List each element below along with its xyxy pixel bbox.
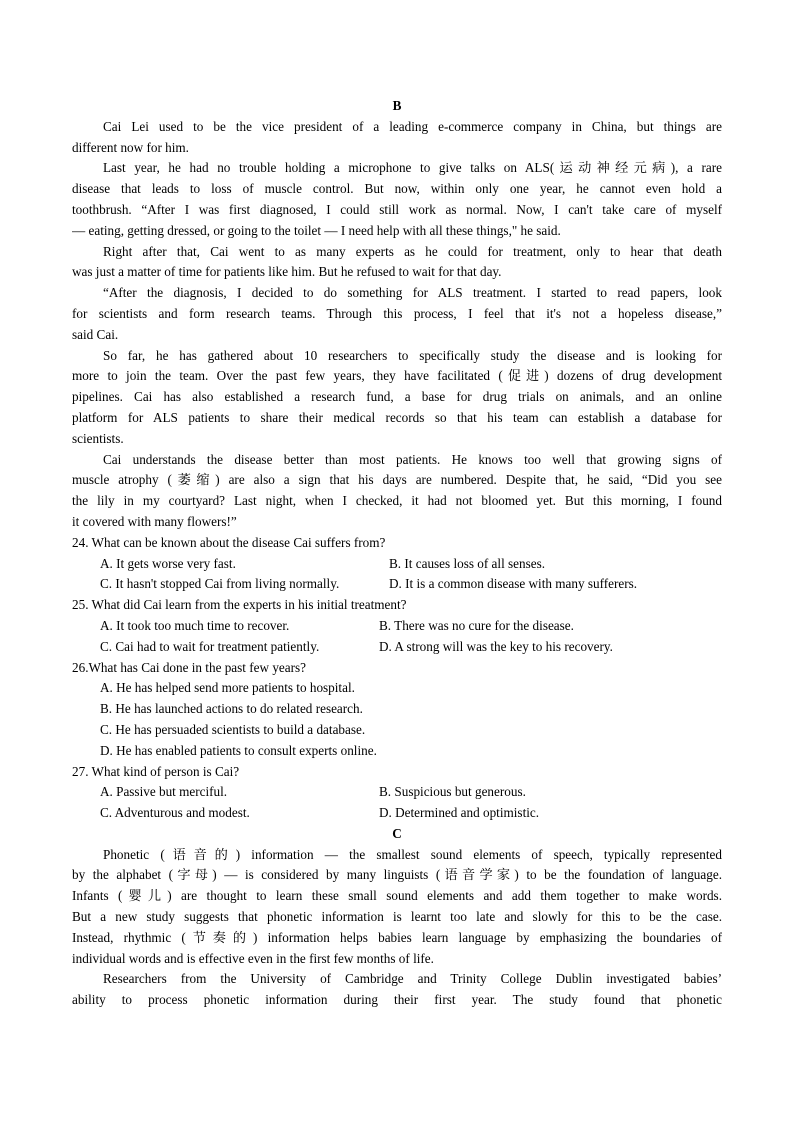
passage-line: was just a matter of time for patients like him. But he refused to wait for that day. [72, 264, 502, 280]
option-d: D. Determined and optimistic. [379, 805, 540, 821]
passage-line: scientists. [72, 430, 124, 446]
passage-line: individual words and is effective even in the first few months of life. [72, 950, 434, 966]
passage-line: muscle atrophy (萎缩) are also a sign that his days are numbered. Despite that, he said, “Did you see [72, 472, 722, 488]
option-d: D. It is a common disease with many sufferers. [389, 576, 638, 592]
passage-line: Instead, rhythmic (节奏的) information helps babies learn language by emphasizing the boundaries of [72, 929, 722, 945]
option-row [72, 574, 722, 595]
option-d: D. A strong will was the key to his recovery. [379, 638, 613, 654]
question-stem: 27. What kind of person is Cai? [72, 763, 240, 779]
exam-page [72, 96, 722, 1011]
passage-line: by the alphabet (字母) — is considered by many linguists (语音学家) to be the foundation of language. [72, 867, 722, 883]
passage-line: the lily in my courtyard? Last night, when I checked, it had not bloomed yet. But this morning, I found [72, 493, 722, 509]
passage-line: Cai Lei used to be the vice president of a leading e-commerce company in China, but things are [103, 118, 722, 134]
passage-line: it covered with many flowers!” [72, 513, 237, 529]
question-stem: 25. What did Cai learn from the experts in his initial treatment? [72, 597, 407, 613]
passage-line: pipelines. Cai has also established a research fund, a base for drug trials on animals, and an online [72, 389, 722, 405]
section-c-heading: C [392, 825, 402, 841]
passage-line: Phonetic (语音的) information — the smallest sound elements of speech, typically represented [103, 846, 722, 862]
option-row [72, 637, 722, 658]
passage-line: Infants (婴儿) are thought to learn these small sound elements and add them together to make words. [72, 888, 722, 904]
option-row [72, 782, 722, 803]
option-row [72, 803, 722, 824]
passage-line: But a new study suggests that phonetic information is learnt too late and slowly for this to be the case. [72, 909, 722, 925]
option-b: B. There was no cure for the disease. [379, 617, 574, 633]
passage-line: “After the diagnosis, I decided to do something for ALS treatment. I started to read papers, look [103, 285, 722, 301]
option-b: B. It causes loss of all senses. [389, 555, 546, 571]
option-d: D. He has enabled patients to consult experts online. [100, 742, 377, 758]
passage-line: different now for him. [72, 139, 189, 155]
option-c: C. Adventurous and modest. [100, 805, 250, 821]
option-c: C. It hasn't stopped Cai from living normally. [100, 576, 340, 592]
passage-line: So far, he has gathered about 10 researchers to specifically study the disease and is looking for [103, 347, 722, 363]
section-b-heading: B [392, 98, 402, 113]
option-a: A. Passive but merciful. [100, 784, 228, 800]
option-a: A. It gets worse very fast. [100, 555, 236, 571]
passage-line: platform for ALS patients to share their medical records so that his team can establish a database for [72, 409, 722, 425]
passage-line: — eating, getting dressed, or going to the toilet — I need help with all these things," he said. [72, 222, 561, 238]
option-b: B. Suspicious but generous. [379, 784, 526, 800]
passage-line: said Cai. [72, 326, 119, 342]
passage-line: disease that leads to loss of muscle control. But now, within only one year, he cannot even hold a [72, 181, 722, 197]
option-b: B. He has launched actions to do related research. [100, 701, 363, 717]
passage-line: for scientists and form research teams. Through this process, I feel that it's not a hopeless disease,” [72, 305, 722, 321]
passage-line: toothbrush. “After I was first diagnosed, I could still work as normal. Now, I can't take care of myself [72, 201, 722, 217]
option-row [72, 554, 722, 575]
passage-line: Cai understands the disease better than most patients. He knows too well that growing signs of [103, 451, 722, 467]
option-c: C. Cai had to wait for treatment patiently. [100, 638, 320, 654]
passage-line: more to join the team. Over the past few years, they have facilitated (促进) dozens of drug development [72, 368, 722, 384]
question-stem: 26.What has Cai done in the past few years? [72, 659, 307, 675]
passage-line: Last year, he had no trouble holding a microphone to give talks on ALS(运动神经元病), a rare [103, 160, 722, 176]
passage-line: ability to process phonetic information during their first year. The study found that phonetic [72, 992, 722, 1008]
option-a: A. He has helped send more patients to hospital. [100, 680, 355, 696]
option-c: C. He has persuaded scientists to build a database. [100, 721, 366, 737]
passage-line: Researchers from the University of Cambridge and Trinity College Dublin investigated babies’ [103, 971, 722, 987]
option-row [72, 616, 722, 637]
passage-line: Right after that, Cai went to as many experts as he could for treatment, only to hear that death [103, 243, 722, 259]
option-a: A. It took too much time to recover. [100, 617, 290, 633]
question-stem: 24. What can be known about the disease Cai suffers from? [72, 534, 386, 550]
